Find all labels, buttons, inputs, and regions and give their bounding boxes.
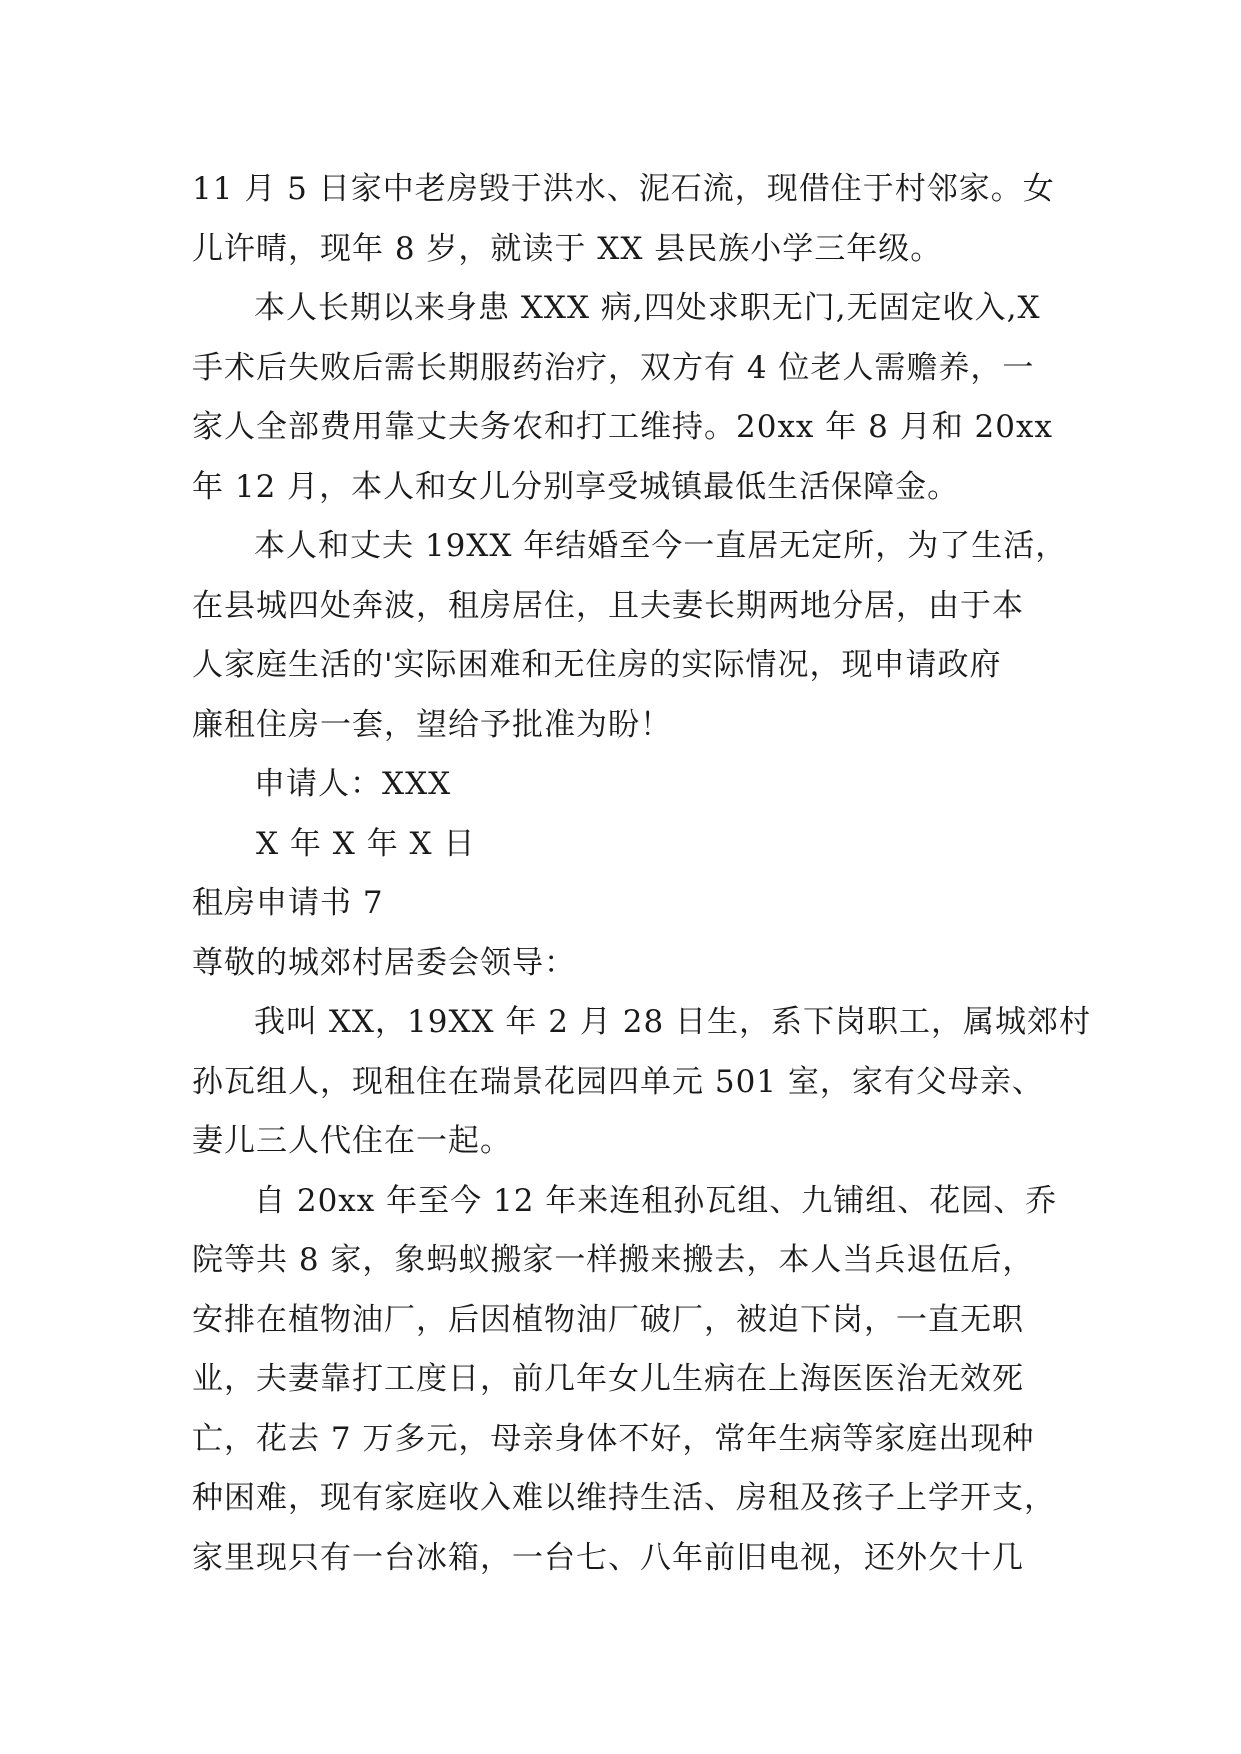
text-line: 年 12 月，本人和女儿分别享受城镇最低生活保障金。 (192, 468, 960, 505)
date-line: X 年 X 年 X 日 (256, 825, 476, 862)
text-line: 业，夫妻靠打工度日，前几年女儿生病在上海医医治无效死 (192, 1361, 1024, 1397)
paragraph-start-line: 自 20xx 年至今 12 年来连租孙瓦组、九铺组、花园、乔 (254, 1182, 1058, 1219)
text-line: 院等共 8 家，象蚂蚁搬家一样搬来搬去，本人当兵退伍后， (192, 1242, 1035, 1278)
text-line: 亡，花去 7 万多元，母亲身体不好，常年生病等家庭出现种 (192, 1420, 1035, 1457)
text-line: 妻儿三人代住在一起。 (192, 1123, 512, 1159)
signature-line: 申请人：XXX (254, 766, 452, 802)
text-line: 孙瓦组人，现租住在瑞景花园四单元 501 室，家有父母亲、 (192, 1063, 1044, 1100)
section-title: 租房申请书 7 (192, 885, 384, 921)
text-line: 家人全部费用靠丈夫务农和打工维持。20xx 年 8 月和 20xx (192, 409, 1053, 445)
text-line: 11 月 5 日家中老房毁于洪水、泥石流，现借住于村邻家。女 (192, 171, 1055, 207)
salutation-line: 尊敬的城郊村居委会领导： (192, 944, 576, 981)
text-line: 人家庭生活的'实际困难和无住房的实际情况，现申请政府 (192, 647, 1002, 683)
text-line: 手术后失败后需长期服药治疗，双方有 4 位老人需赡养，一 (192, 349, 1035, 386)
text-line: 种困难，现有家庭收入难以维持生活、房租及孩子上学开支， (192, 1480, 1056, 1516)
paragraph-start-line: 本人和丈夫 19XX 年结婚至今一直居无定所，为了生活， (254, 528, 1068, 564)
paragraph-start-line: 本人长期以来身患 XXX 病,四处求职无门,无固定收入,X (254, 290, 1041, 326)
text-line: 安排在植物油厂，后因植物油厂破厂，被迫下岗，一直无职 (192, 1301, 1024, 1338)
document-body (192, 160, 1092, 1588)
text-line: 儿许晴，现年 8 岁，就读于 XX 县民族小学三年级。 (192, 230, 943, 267)
text-line: 在县城四处奔波，租房居住，且夫妻长期两地分居，由于本 (192, 587, 1024, 624)
text-line: 家里现只有一台冰箱，一台七、八年前旧电视，还外欠十几 (192, 1539, 1024, 1576)
paragraph-start-line: 我叫 XX，19XX 年 2 月 28 日生，系下岗职工，属城郊村 (254, 1004, 1092, 1040)
text-line: 廉租住房一套，望给予批准为盼！ (192, 706, 672, 743)
